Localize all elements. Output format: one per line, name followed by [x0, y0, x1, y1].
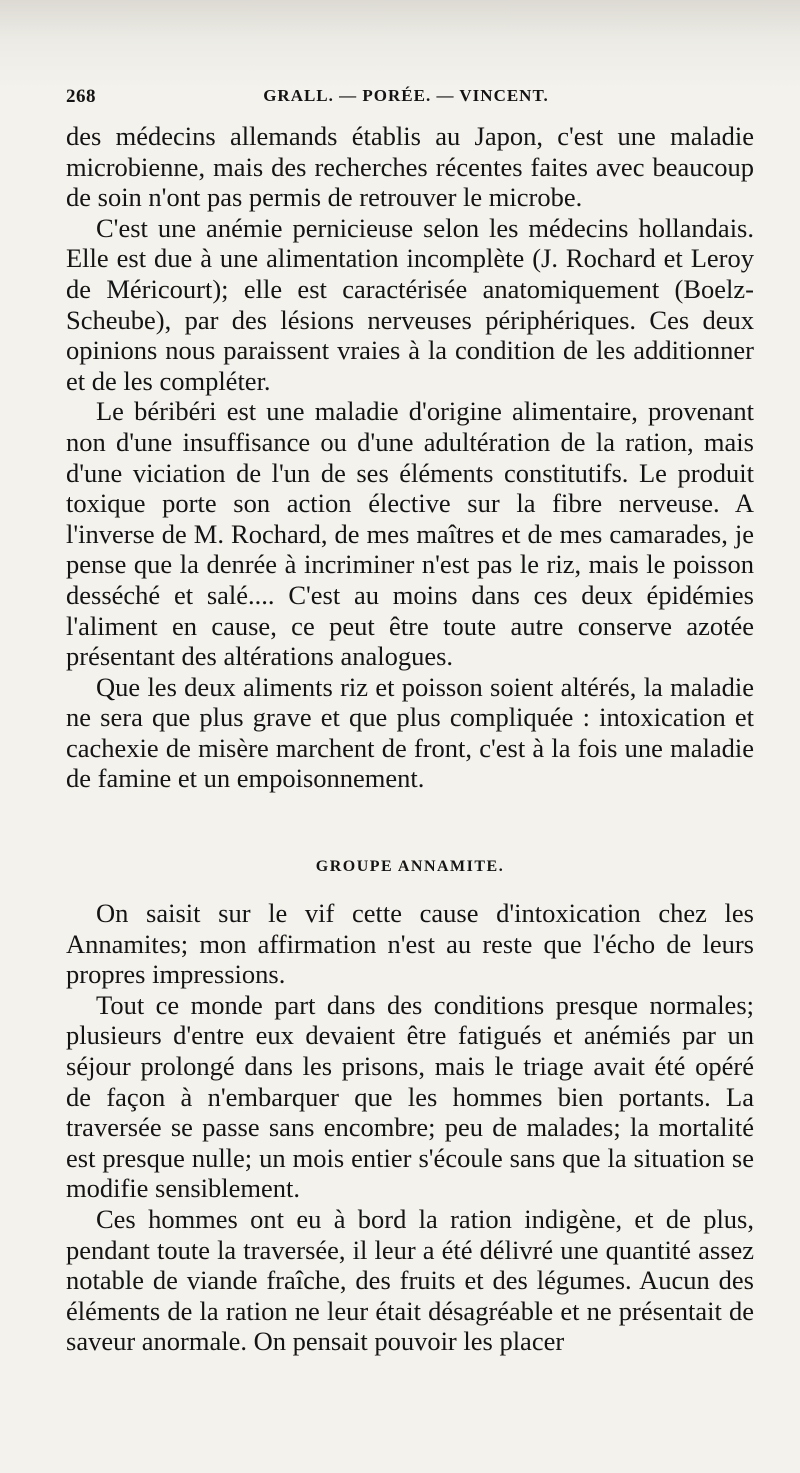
paragraph: Tout ce monde part dans des conditions presque normales; plusieurs d'entre eux devaient être fatigués et anémiés par un séjour prolongé dans les prisons, mais le triage avait été opéré de façon à n'embarquer que les hommes bien portants. La traversée se passe sans encombre; peu de malades; la mortalité est presque nulle; un mois entier s'écoule sans que la situation se modifie sensiblement.	[66, 989, 754, 1204]
page-number: 268	[66, 86, 96, 107]
body-text-upper	[66, 121, 754, 794]
paragraph: Ces hommes ont eu à bord la ration indigène, et de plus, pendant toute la traversée, il leur a été délivré une quantité assez notable de viande fraîche, des fruits et des légumes. Aucun des éléments de la ration ne leur était désagréable et ne présentait de saveur anormale. On pensait pouvoir les placer	[66, 1203, 754, 1357]
paragraph: C'est une anémie pernicieuse selon les médecins hollandais. Elle est due à une alimentation incomplète (J. Rochard et Leroy de Méricourt); elle est caractérisée anatomiquement (Boelz-Scheube), par des lésions nerveuses périphériques. Ces deux opinions nous paraissent vraies à la condition de les additionner et de les compléter.	[66, 212, 754, 396]
paragraph: Que les deux aliments riz et poisson soient altérés, la maladie ne sera que plus grave et que plus compliquée : intoxication et cachexie de misère marchent de front, c'est à la fois une maladie de famine et un empoisonnement.	[66, 671, 754, 794]
paragraph: Le béribéri est une maladie d'origine alimentaire, provenant non d'une insuffisance ou d'une adultération de la ration, mais d'une viciation de l'un de ses éléments constitutifs. Le produit toxique porte son action élective sur la fibre nerveuse. A l'inverse de M. Rochard, de mes maîtres et de mes camarades, je pense que la denrée à incriminer n'est pas le riz, mais le poisson desséché et salé.... C'est au moins dans ces deux épidémies l'aliment en cause, ce peut être toute autre conserve azotée présentant des altérations analogues.	[66, 396, 754, 672]
running-title: GRALL. — PORÉE. — VINCENT.	[263, 86, 549, 105]
running-header	[66, 86, 746, 114]
body-text-lower	[66, 898, 754, 1357]
paragraph: des médecins allemands établis au Japon, c'est une maladie microbienne, mais des recherches récentes faites avec beaucoup de soin n'ont pas permis de retrouver le microbe.	[66, 121, 754, 213]
section-heading: GROUPE ANNAMITE.	[315, 858, 505, 875]
paragraph: On saisit sur le vif cette cause d'intoxication chez les Annamites; mon affirmation n'est au reste que l'écho de leurs propres impressions.	[66, 898, 754, 990]
